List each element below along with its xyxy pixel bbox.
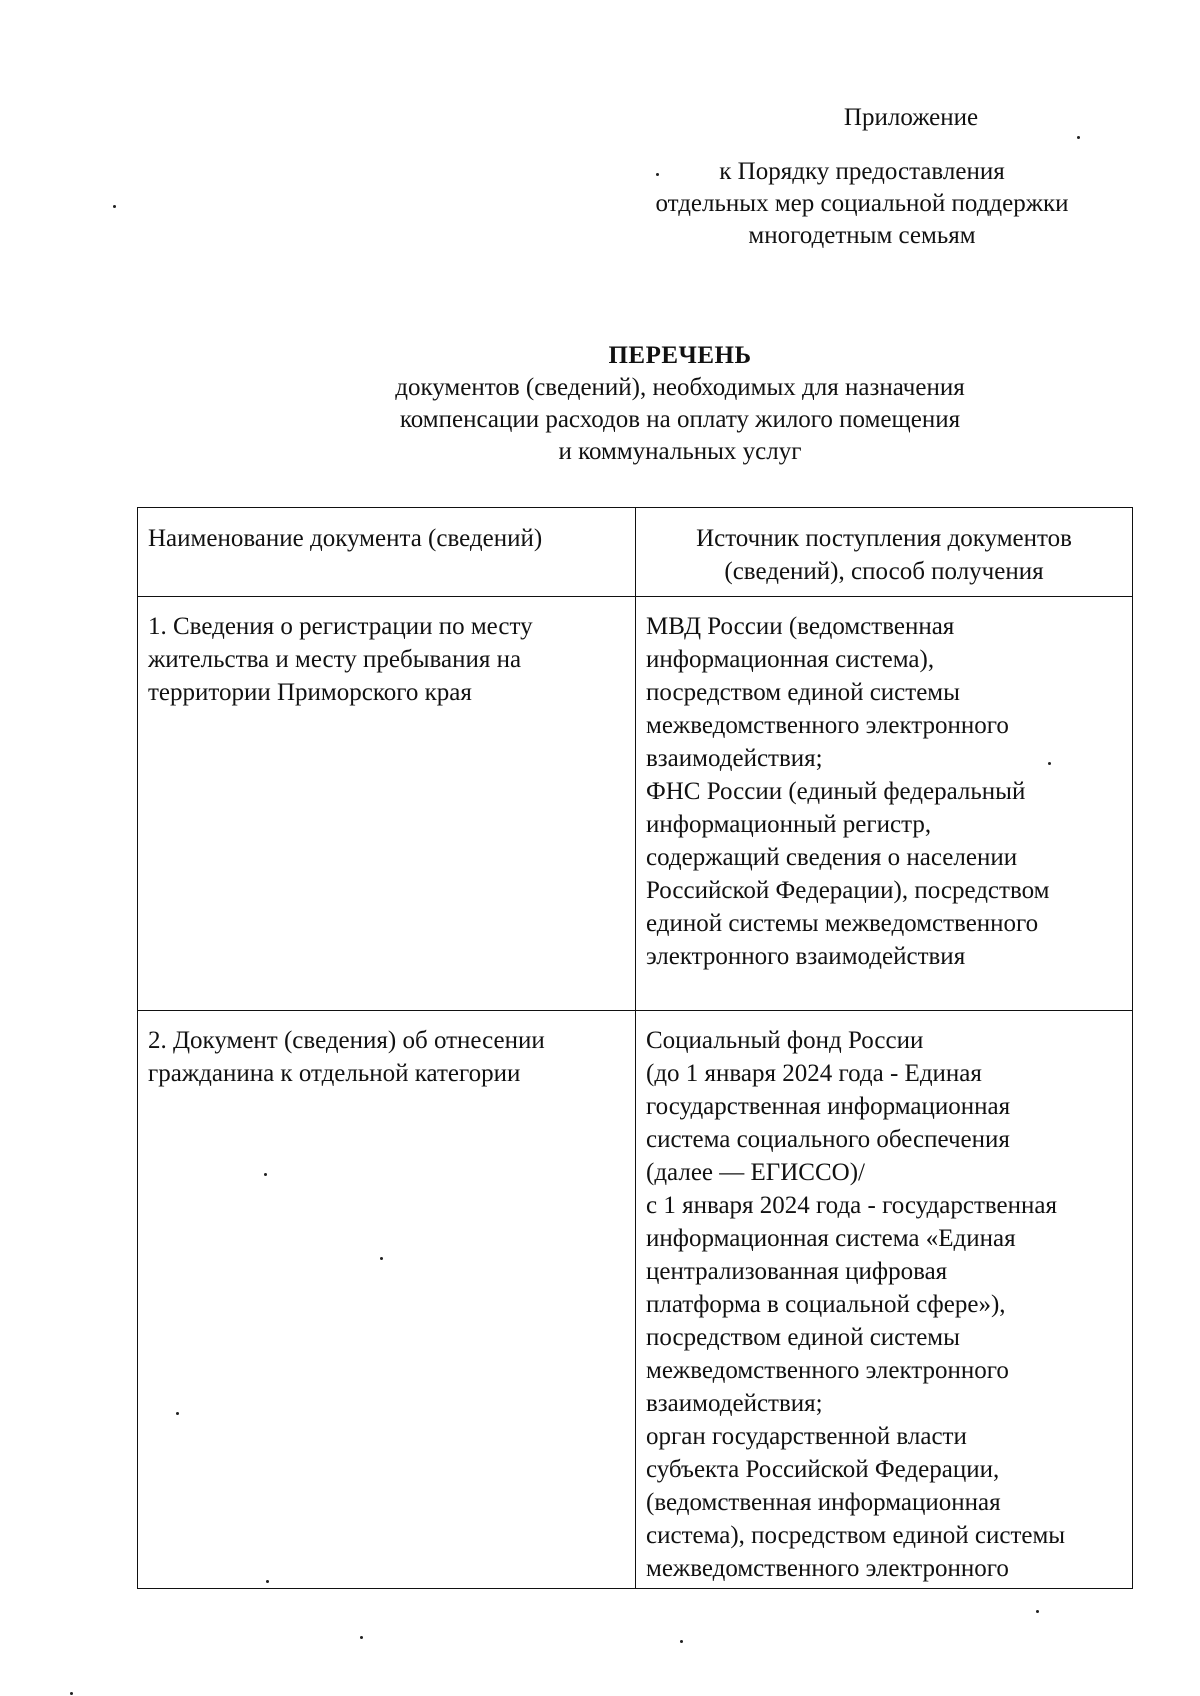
appendix-block: [612, 102, 1112, 252]
appendix-subtitle: [612, 156, 1112, 252]
cell-line: с 1 января 2024 года - государственная: [646, 1192, 1057, 1219]
row-1-name-cell: [138, 597, 636, 1011]
documents-table: [137, 507, 1133, 1589]
scan-speck: [1048, 762, 1051, 765]
header-document-source: [636, 508, 1133, 597]
scan-speck: [1077, 136, 1080, 139]
cell-line: субъекта Российской Федерации,: [646, 1456, 1000, 1483]
cell-line: платформа в социальной сфере»),: [646, 1291, 1006, 1318]
heading-line: и коммунальных услуг: [558, 438, 802, 465]
cell-line: взаимодействия;: [646, 745, 823, 772]
row-1-source-cell: [636, 597, 1133, 1011]
cell-line: информационная система),: [646, 646, 935, 673]
scan-speck: [70, 1692, 73, 1695]
cell-line: информационный регистр,: [646, 811, 932, 838]
scan-speck: [1036, 1610, 1039, 1613]
cell-line: межведомственного электронного: [646, 1555, 1009, 1582]
header-line: Источник поступления документов: [696, 525, 1072, 552]
cell-line: межведомственного электронного: [646, 1357, 1009, 1384]
cell-line: (далее — ЕГИССО)/: [646, 1159, 865, 1186]
cell-line: информационная система «Единая: [646, 1225, 1016, 1252]
scan-speck: [360, 1636, 363, 1639]
cell-line: система), посредством единой системы: [646, 1522, 1066, 1549]
scan-speck: [266, 1580, 269, 1583]
row-2-name-cell: [138, 1011, 636, 1589]
cell-line: ФНС России (единый федеральный: [646, 778, 1026, 805]
heading-line: документов (сведений), необходимых для назначения: [395, 374, 965, 401]
cell-line: посредством единой системы: [646, 679, 960, 706]
cell-line: электронного взаимодействия: [646, 943, 966, 970]
cell-line: Социальный фонд России: [646, 1027, 924, 1054]
cell-line: содержащий сведения о населении: [646, 844, 1018, 871]
header-line: Наименование документа (сведений): [148, 525, 543, 552]
cell-line: МВД России (ведомственная: [646, 613, 955, 640]
cell-line: взаимодействия;: [646, 1390, 823, 1417]
cell-line: (ведомственная информационная: [646, 1489, 1001, 1516]
cell-line: Российской Федерации), посредством: [646, 877, 1050, 904]
cell-line: гражданина к отдельной категории: [148, 1060, 521, 1087]
cell-line: система социального обеспечения: [646, 1126, 1010, 1153]
heading-title: ПЕРЕЧЕНЬ: [608, 342, 752, 369]
cell-line: жительства и месту пребывания на: [148, 646, 522, 673]
scan-speck: [656, 173, 659, 176]
cell-line: 1. Сведения о регистрации по месту: [148, 613, 533, 640]
cell-line: орган государственной власти: [646, 1423, 967, 1450]
cell-line: территории Приморского края: [148, 679, 472, 706]
cell-line: межведомственного электронного: [646, 712, 1009, 739]
scan-speck: [176, 1412, 179, 1415]
scan-speck: [264, 1173, 267, 1176]
header-document-name: [138, 508, 636, 597]
table-row: [138, 597, 1133, 1011]
cell-line: единой системы межведомственного: [646, 910, 1039, 937]
table-row: [138, 1011, 1133, 1589]
appendix-line: к Порядку предоставления: [719, 158, 1005, 185]
header-line: (сведений), способ получения: [724, 558, 1044, 585]
scan-speck: [680, 1640, 683, 1643]
row-2-source-cell: [636, 1011, 1133, 1589]
heading-line: компенсации расходов на оплату жилого помещения: [399, 406, 961, 433]
scan-speck: [380, 1257, 383, 1260]
table-header-row: [138, 508, 1133, 597]
document-heading: [300, 340, 1060, 468]
appendix-line: отдельных мер социальной поддержки: [655, 190, 1069, 217]
appendix-line: многодетным семьям: [748, 222, 976, 249]
cell-line: (до 1 января 2024 года - Единая: [646, 1060, 982, 1087]
cell-line: централизованная цифровая: [646, 1258, 948, 1285]
cell-line: государственная информационная: [646, 1093, 1011, 1120]
scan-speck: [113, 205, 116, 208]
cell-line: посредством единой системы: [646, 1324, 960, 1351]
cell-line: 2. Документ (сведения) об отнесении: [148, 1027, 545, 1054]
appendix-title: Приложение: [843, 104, 979, 131]
